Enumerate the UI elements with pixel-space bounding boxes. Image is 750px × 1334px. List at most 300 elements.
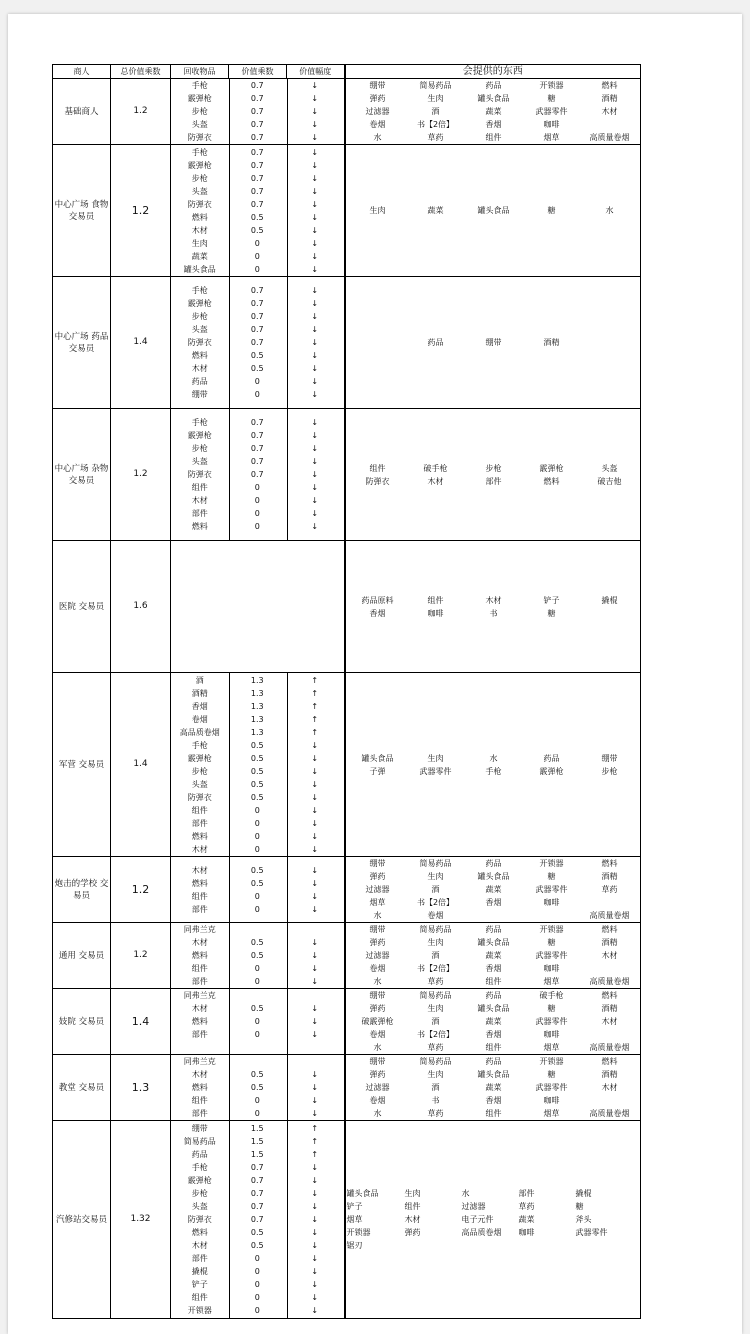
offered-item: 蔬菜 [485, 1083, 502, 1092]
offered-item: 武器零件 [535, 1083, 568, 1092]
item-trend: ↓ [311, 186, 319, 196]
recycled-item-row [171, 752, 344, 765]
offered-item: 简易药品 [419, 925, 452, 934]
item-name: 防弹衣 [187, 133, 212, 142]
offered-item: 组件 [485, 133, 502, 142]
offered-item: 燃料 [601, 859, 618, 868]
recycled-item-row [171, 323, 344, 336]
item-trend: ↓ [311, 1228, 319, 1237]
item-multiplier: 0.5 [250, 753, 264, 763]
item-name: 同弗兰克 [183, 991, 216, 1000]
offered-item: 罐头食品 [477, 938, 510, 947]
offered-item: 简易药品 [419, 859, 452, 868]
recycled-item-row [171, 146, 344, 159]
offered-item: 过滤器 [365, 1083, 390, 1092]
offered-item: 过滤器 [365, 107, 390, 116]
recycled-item-row [171, 962, 344, 975]
item-name: 木材 [191, 938, 208, 947]
recycled-item-row [171, 877, 344, 890]
item-multiplier: 0.7 [250, 1202, 264, 1211]
item-trend: ↓ [311, 865, 319, 875]
recycled-item-row [171, 949, 344, 962]
offered-items-list [346, 204, 641, 217]
item-multiplier: 0 [254, 1306, 260, 1315]
offered-item: 书 [431, 1096, 440, 1105]
item-name: 木材 [191, 844, 208, 854]
merchant-name: 医院 交易员 [53, 541, 111, 673]
offered-item: 简易药品 [419, 1057, 452, 1066]
offered-item: 电子元件 [461, 1215, 494, 1224]
item-trend: ↑ [311, 1150, 319, 1159]
item-name: 步枪 [191, 107, 208, 116]
item-name: 部件 [191, 977, 208, 986]
offered-item: 香烟 [485, 1096, 502, 1105]
offered-item: 酒精 [601, 1004, 618, 1013]
offered-item: 弹药 [369, 1070, 386, 1079]
offered-item [581, 1094, 639, 1107]
offered-items-list [346, 462, 641, 488]
item-name: 蔬菜 [191, 251, 208, 261]
item-name: 头盔 [191, 120, 208, 129]
offered-item: 草药 [427, 1043, 444, 1052]
offered-item: 糖 [547, 872, 556, 881]
item-multiplier: 0.7 [250, 431, 264, 440]
item-multiplier [229, 989, 287, 1002]
recycled-item-row [171, 1187, 344, 1200]
recycled-items-cell [171, 409, 345, 541]
recycled-item-row [171, 843, 344, 856]
offered-item: 过滤器 [461, 1202, 486, 1211]
item-name: 同弗兰克 [183, 925, 216, 934]
offered-item: 生肉 [427, 1070, 444, 1079]
offered-item: 木材 [601, 107, 618, 116]
merchant-section [53, 857, 641, 923]
item-trend: ↓ [311, 457, 319, 466]
item-multiplier: 0.5 [250, 951, 264, 960]
item-name: 防弹衣 [187, 338, 212, 347]
item-name: 防弹衣 [187, 1215, 212, 1224]
offered-item: 斧头 [575, 1215, 592, 1224]
item-multiplier: 0.7 [250, 418, 264, 427]
total-multiplier: 1.4 [111, 673, 171, 857]
offered-item: 药品 [485, 859, 502, 868]
offered-item: 卷烟 [369, 1096, 386, 1105]
recycled-items-list [171, 923, 344, 988]
offered-row [346, 204, 641, 217]
offered-items-cell [345, 857, 641, 923]
item-multiplier: 0.5 [250, 364, 264, 373]
offered-row [346, 1094, 641, 1107]
offered-item: 糖 [575, 1202, 584, 1211]
item-trend: ↓ [311, 1163, 319, 1172]
item-name: 步枪 [191, 444, 208, 453]
recycled-item-row [171, 700, 344, 713]
item-name: 木材 [191, 1004, 208, 1013]
item-trend: ↓ [311, 805, 319, 815]
item-multiplier: 0 [254, 1293, 260, 1302]
offered-item: 烟草 [543, 1043, 560, 1052]
recycled-items-list [171, 416, 344, 533]
offered-item: 药品 [485, 1057, 502, 1066]
recycled-item-row [171, 936, 344, 949]
offered-item: 霰弹枪 [539, 463, 564, 473]
item-trend: ↓ [311, 1267, 319, 1276]
item-trend [286, 1055, 344, 1068]
recycled-items-list [171, 284, 344, 401]
item-multiplier: 0 [254, 390, 260, 399]
item-multiplier: 0.7 [250, 457, 264, 466]
item-multiplier: 0 [254, 977, 260, 986]
item-name: 头盔 [191, 1202, 208, 1211]
recycled-item-row [171, 1081, 344, 1094]
item-name: 燃料 [191, 351, 208, 360]
offered-item: 咖啡 [543, 1096, 560, 1105]
item-trend: ↓ [311, 212, 319, 222]
item-trend: ↓ [311, 107, 319, 116]
merchant-section [53, 1055, 641, 1121]
recycled-item-row [171, 507, 344, 520]
item-name: 手枪 [191, 418, 208, 427]
offered-item: 木材 [427, 476, 444, 486]
offered-item: 生肉 [404, 1189, 421, 1198]
total-multiplier: 1.4 [111, 277, 171, 409]
item-trend: ↓ [311, 1280, 319, 1289]
offered-row [346, 1028, 641, 1041]
item-trend: ↓ [311, 753, 319, 763]
item-trend: ↓ [311, 1109, 319, 1118]
item-multiplier: 0.5 [250, 1070, 264, 1079]
item-name: 同弗兰克 [183, 1057, 216, 1066]
item-multiplier [229, 923, 287, 936]
offered-item: 草药 [427, 133, 444, 142]
item-trend: ↓ [311, 470, 319, 479]
offered-items-list [346, 923, 641, 988]
header-merchant: 商人 [53, 65, 111, 79]
offered-item: 罐头食品 [477, 206, 510, 215]
item-multiplier: 0.7 [250, 199, 264, 209]
recycled-item-row [171, 263, 344, 276]
recycled-item-row [171, 159, 344, 172]
offered-item: 燃料 [601, 81, 618, 90]
recycled-item-row [171, 494, 344, 507]
item-trend: ↓ [311, 199, 319, 209]
offered-item: 药品 [427, 338, 444, 347]
total-multiplier: 1.4 [111, 989, 171, 1055]
item-name: 燃料 [191, 831, 208, 841]
item-name: 防弹衣 [187, 199, 212, 209]
offered-items-list [346, 752, 641, 778]
recycled-items-cell [171, 277, 345, 409]
item-trend: ↓ [311, 977, 319, 986]
item-name: 药品 [191, 1150, 208, 1159]
merchant-section [53, 79, 641, 145]
recycled-item-row [171, 1002, 344, 1015]
offered-item: 头盔 [601, 463, 618, 473]
item-multiplier: 0.7 [250, 1215, 264, 1224]
merchant-section [53, 989, 641, 1055]
recycled-item-row [171, 131, 344, 144]
merchant-section [53, 1121, 641, 1319]
item-trend: ↓ [311, 364, 319, 373]
item-name: 步枪 [191, 1189, 208, 1198]
offered-item: 部件 [485, 476, 502, 486]
item-name: 木材 [191, 496, 208, 505]
item-trend: ↓ [311, 1083, 319, 1092]
offered-item: 糖 [547, 94, 556, 103]
item-multiplier: 0.7 [250, 147, 264, 157]
recycled-item-row [171, 903, 344, 916]
item-name: 霰弹枪 [187, 431, 212, 440]
offered-item: 水 [373, 911, 382, 920]
offered-item: 蔬菜 [427, 206, 444, 215]
item-multiplier: 0.7 [250, 173, 264, 183]
offered-item: 酒精 [601, 938, 618, 947]
header-value-multiplier: 价值乘数 [229, 65, 287, 79]
item-trend: ↓ [311, 1293, 319, 1302]
offered-row [346, 92, 641, 105]
offered-item: 生肉 [427, 938, 444, 947]
offered-item: 开锁器 [539, 925, 564, 934]
offered-item: 香烟 [485, 964, 502, 973]
offered-item: 蔬菜 [485, 1017, 502, 1026]
item-name: 头盔 [191, 325, 208, 334]
item-multiplier: 0.7 [250, 120, 264, 129]
item-name: 组件 [191, 483, 208, 492]
offered-item: 燃料 [543, 476, 560, 486]
offered-row [346, 336, 641, 349]
recycled-item-row [171, 297, 344, 310]
recycled-item-row [171, 1015, 344, 1028]
item-name: 燃料 [191, 212, 208, 222]
item-multiplier [229, 1055, 287, 1068]
offered-item: 开锁器 [539, 81, 564, 90]
offered-item: 香烟 [485, 1030, 502, 1039]
item-multiplier: 1.5 [250, 1137, 264, 1146]
item-multiplier: 0.7 [250, 1163, 264, 1172]
item-multiplier: 0 [254, 1030, 260, 1039]
item-name: 燃料 [191, 522, 208, 531]
offered-item: 草药 [518, 1202, 535, 1211]
item-trend: ↓ [311, 338, 319, 347]
offered-item: 卷烟 [369, 1030, 386, 1039]
item-name: 部件 [191, 904, 208, 914]
item-trend: ↓ [311, 286, 319, 295]
header-total-multiplier: 总价值乘数 [111, 65, 171, 79]
item-trend: ↓ [311, 264, 319, 274]
offered-item [465, 909, 523, 922]
item-name: 防弹衣 [187, 470, 212, 479]
item-trend: ↓ [311, 299, 319, 308]
item-name: 部件 [191, 1030, 208, 1039]
recycled-item-row [171, 1239, 344, 1252]
merchant-name: 中心广场 药品 交易员 [53, 277, 111, 409]
offered-item: 高质量卷烟 [589, 1109, 630, 1118]
recycled-item-row [171, 726, 344, 739]
offered-item: 绷带 [369, 1057, 386, 1066]
total-multiplier: 1.6 [111, 541, 171, 673]
offered-items-cell [345, 541, 641, 673]
recycled-item-row [171, 1107, 344, 1120]
offered-row [346, 752, 641, 765]
item-name: 头盔 [191, 779, 208, 789]
item-name: 罐头食品 [183, 264, 216, 274]
merchant-name: 教堂 交易员 [53, 1055, 111, 1121]
recycled-items-cell [171, 1055, 345, 1121]
item-name: 简易药品 [183, 1137, 216, 1146]
offered-item: 酒精 [601, 94, 618, 103]
offered-item: 酒 [431, 885, 440, 894]
merchant-name: 中心广场 杂物 交易员 [53, 409, 111, 541]
recycled-item-row [171, 105, 344, 118]
header-value-change: 价值幅度 [287, 65, 345, 79]
item-trend [286, 923, 344, 936]
merchant-section [53, 277, 641, 409]
recycled-item-row [171, 674, 344, 687]
merchant-name: 军营 交易员 [53, 673, 111, 857]
offered-item: 书 [489, 608, 498, 618]
offered-item: 木材 [601, 951, 618, 960]
recycled-items-list [171, 864, 344, 916]
offered-item: 蔬菜 [485, 107, 502, 116]
offered-item: 蔬菜 [518, 1215, 535, 1224]
offered-item: 高质量卷烟 [589, 911, 630, 920]
item-name: 步枪 [191, 173, 208, 183]
merchant-name: 妓院 交易员 [53, 989, 111, 1055]
offered-items-cell [345, 145, 641, 277]
recycled-items-list [171, 674, 344, 856]
item-multiplier: 0.5 [250, 865, 264, 875]
item-trend: ↓ [311, 147, 319, 157]
offered-items-cell [345, 409, 641, 541]
item-name: 部件 [191, 509, 208, 518]
item-multiplier: 0.5 [250, 878, 264, 888]
item-name [171, 1041, 229, 1054]
offered-row [346, 462, 641, 475]
offered-item [581, 336, 639, 349]
offered-item: 绷带 [369, 925, 386, 934]
item-trend: ↓ [311, 878, 319, 888]
recycled-item-row [171, 92, 344, 105]
offered-row [346, 1213, 641, 1226]
recycled-item-row [171, 310, 344, 323]
offered-item: 手枪 [485, 766, 502, 776]
item-trend: ↓ [311, 1030, 319, 1039]
item-name: 头盔 [191, 186, 208, 196]
offered-row [346, 1015, 641, 1028]
item-multiplier: 0 [254, 818, 260, 828]
total-multiplier: 1.32 [111, 1121, 171, 1319]
offered-item [405, 1239, 462, 1252]
item-trend: ↓ [311, 377, 319, 386]
recycled-items-cell [171, 145, 345, 277]
item-trend: ↓ [311, 1176, 319, 1185]
recycled-item-row [171, 118, 344, 131]
offered-item: 高质量卷烟 [589, 977, 630, 986]
recycled-item-row [171, 416, 344, 429]
recycled-item-row [171, 1122, 344, 1135]
offered-item: 卷烟 [427, 911, 444, 920]
recycled-item-row [171, 198, 344, 211]
recycled-items-cell [171, 989, 345, 1055]
recycled-item-row [171, 989, 344, 1002]
offered-item: 咖啡 [543, 898, 560, 907]
item-trend: ↓ [311, 891, 319, 901]
item-trend: ↓ [311, 390, 319, 399]
item-name: 木材 [191, 865, 208, 875]
recycled-item-row [171, 375, 344, 388]
recycled-item-row [171, 185, 344, 198]
item-trend: ↓ [311, 1241, 319, 1250]
item-trend: ↓ [311, 509, 319, 518]
recycled-item-row [171, 765, 344, 778]
offered-item: 水 [489, 753, 498, 763]
offered-item: 糖 [547, 938, 556, 947]
item-multiplier: 0.5 [250, 1004, 264, 1013]
offered-item: 书【2倍】 [416, 964, 455, 973]
offered-item: 绷带 [369, 859, 386, 868]
item-multiplier: 0 [254, 522, 260, 531]
offered-item: 子弹 [369, 766, 386, 776]
item-multiplier: 0.5 [250, 938, 264, 947]
recycled-item-row [171, 237, 344, 250]
offered-item: 草药 [601, 885, 618, 894]
offered-row [346, 936, 641, 949]
item-trend: ↑ [311, 688, 319, 698]
item-multiplier: 0.7 [250, 444, 264, 453]
item-multiplier: 0 [254, 891, 260, 901]
item-multiplier: 0.5 [250, 225, 264, 235]
item-name: 木材 [191, 364, 208, 373]
offered-item: 生肉 [427, 872, 444, 881]
recycled-item-row [171, 468, 344, 481]
recycled-item-row [171, 211, 344, 224]
offered-row [346, 1239, 641, 1252]
item-name: 卷烟 [191, 714, 208, 724]
recycled-item-row [171, 1094, 344, 1107]
offered-item: 组件 [427, 595, 444, 605]
offered-item: 破手枪 [423, 463, 448, 473]
recycled-item-row [171, 739, 344, 752]
recycled-item-row [171, 284, 344, 297]
offered-item: 过滤器 [365, 951, 390, 960]
offered-item: 组件 [404, 1202, 421, 1211]
merchant-section [53, 409, 641, 541]
offered-item: 高品质卷烟 [461, 1228, 502, 1237]
offered-item: 咖啡 [427, 608, 444, 618]
item-multiplier: 0 [254, 483, 260, 492]
item-trend [286, 989, 344, 1002]
offered-item: 书【2倍】 [416, 1030, 455, 1039]
offered-item: 木材 [601, 1083, 618, 1092]
item-multiplier: 0.7 [250, 107, 264, 116]
item-name: 组件 [191, 1293, 208, 1302]
recycled-item-row [171, 1304, 344, 1317]
item-trend: ↓ [311, 444, 319, 453]
item-trend: ↓ [311, 120, 319, 129]
item-multiplier [229, 1041, 287, 1054]
recycled-item-row [171, 429, 344, 442]
item-multiplier: 0.7 [250, 186, 264, 196]
item-name: 霰弹枪 [187, 94, 212, 103]
recycled-item-row [171, 923, 344, 936]
offered-items-list [346, 1055, 641, 1120]
recycled-item-row [171, 1213, 344, 1226]
item-trend: ↓ [311, 1070, 319, 1079]
item-name: 铲子 [191, 1280, 208, 1289]
offered-item: 水 [373, 133, 382, 142]
offered-row [346, 1068, 641, 1081]
item-trend: ↓ [311, 81, 319, 90]
